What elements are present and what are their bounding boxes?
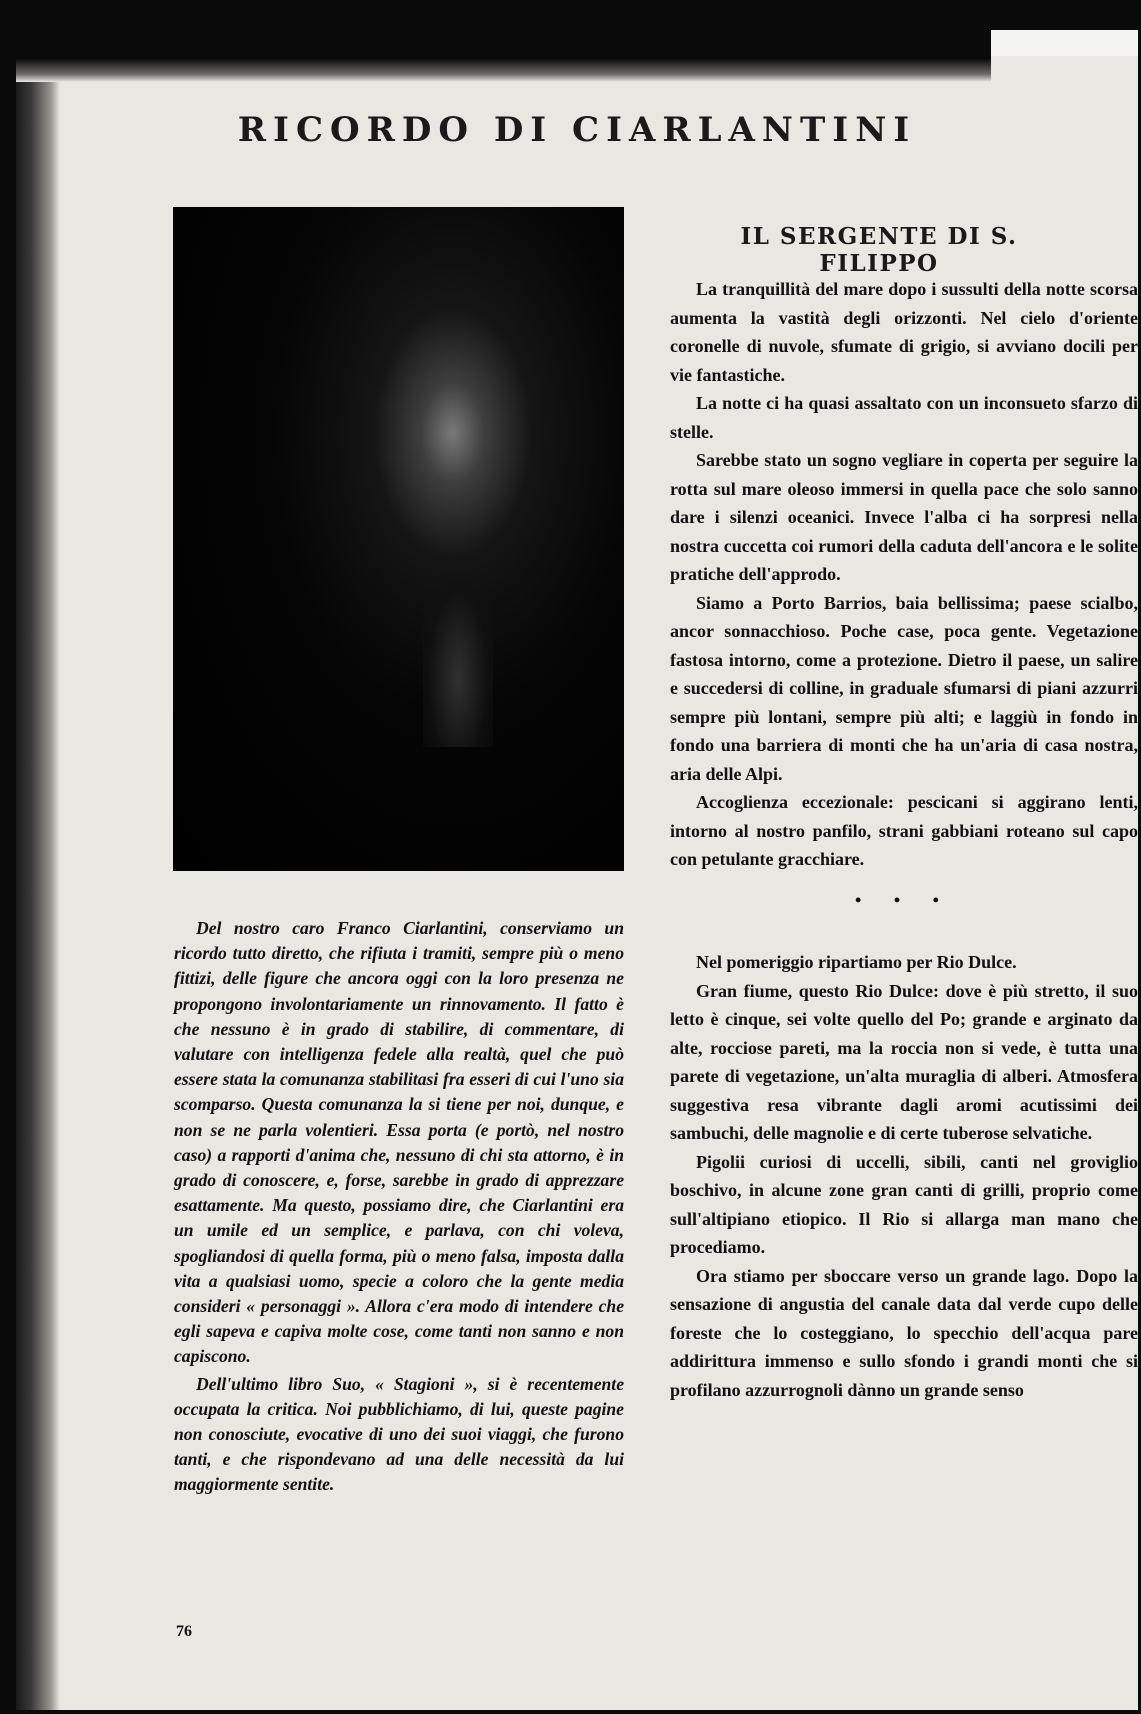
article-paragraph: La tranquillità del mare dopo i sussulti della notte scorsa aumenta la vastità degli orizzonti. Nel cielo d'oriente coronelle di nuvole, sfumate di grigio, si avviano docili per vie fantastiche. [670, 279, 1138, 385]
scan-shadow [16, 30, 991, 82]
intro-paragraph: Dell'ultimo libro Suo, « Stagioni », si è recentemente occupata la critica. Noi pubblichiamo, di lui, queste pagine non conosciute, evocative di uno dei suoi viaggi, che furono tanti, e che rispondevano ad una delle necessità da lui maggiormente sentite. [174, 1373, 624, 1495]
section-separator: • • • [855, 889, 953, 910]
page-number: 76 [176, 1623, 192, 1640]
article-paragraph: Siamo a Porto Barrios, baia bellissima; paese scialbo, ancor sonnacchioso. Poche case, poca gente. Vegetazione fastosa intorno, come a protezione. Dietro il paese, un salire e succedersi di colline, in graduale sfumarsi di piani azzurri sempre più lontani, sempre più alti; e laggiù in fondo in fondo una barriera di monti che ha un'aria di casa nostra, aria delle Alpi. [670, 592, 1138, 784]
scan-corner [991, 30, 1138, 56]
article-paragraph: Nel pomeriggio ripartiamo per Rio Dulce. [696, 952, 1017, 972]
article-paragraph: Ora stiamo per sboccare verso un grande lago. Dopo la sensazione di angustia del canale data dal verde cupo delle foreste che lo costeggiano, lo specchio dell'acqua pare addirittura immenso e sullo sfondo i grandi monti che si profilano azzurrognoli dànno un grande senso [670, 1265, 1138, 1400]
article-paragraph: Sarebbe stato un sogno vegliare in coperta per seguire la rotta sul mare oleoso immersi in quella pace che solo sanno dare i silenzi oceanici. Invece l'alba ci ha sorpresi nella nostra cuccetta coi rumori della caduta dell'ancora e le solite pratiche dell'approdo. [670, 450, 1138, 584]
article-heading: IL SERGENTE DI S. FILIPPO [740, 223, 1018, 277]
article-paragraph: Accoglienza eccezionale: pescicani si aggirano lenti, intorno al nostro panfilo, strani gabbiani roteano sul capo con petulante gracchiare. [670, 792, 1138, 869]
intro-column [174, 916, 624, 1498]
intro-paragraph: Del nostro caro Franco Ciarlantini, conserviamo un ricordo tutto diretto, che rifiuta i tramiti, sempre più o meno fittizi, delle figure che ancora oggi con la loro presenza ne propongono involontariamente un rinnovamento. Il fatto è che nessuno è in grado di stabilire, di commentare, di valutare con intelligenza fedele alla realtà, quel che può essere stata la comunanza stabilitasi fra esseri di cui l'uno sia scomparso. Questa comunanza la si tiene per noi, dunque, e non se ne parla volentieri. Essa porta (e portò, nel nostro caso) a rapporti d'anima che, nessuno di chi sta attorno, è in grado di conoscere, e, forse, sarebbe in grado di apprezzare esattamente. Ma questo, possiamo dire, che Ciarlantini era un umile ed un semplice, e parlava, con chi voleva, spogliandosi di quella forma, più o meno falsa, imposta dalla vita a qualsiasi uomo, specie a coloro che la gente media consideri « personaggi ». Allora c'era modo di intendere che egli sapeva e capiva molte cose, come tanti non sanno e non capiscono. [174, 918, 624, 1367]
article-column [670, 275, 1138, 1404]
article-paragraph: Gran fiume, questo Rio Dulce: dove è più stretto, il suo letto è cinque, sei volte quello del Po; grande e arginato da alte, rocciose pareti, ma la roccia non si vede, è tutta una parete di vegetazione, un'alta muraglia di alberi. Atmosfera suggestiva resa vibrante dagli aromi acutissimi dei sambuchi, delle magnolie e di certe tuberose selvatiche. [670, 980, 1138, 1143]
magazine-page [16, 30, 1138, 1710]
portrait-photo [173, 207, 624, 871]
article-paragraph: La notte ci ha quasi assaltato con un inconsueto sfarzo di stelle. [670, 393, 1138, 442]
page-title: RICORDO DI CIARLANTINI [237, 110, 917, 150]
portrait-figure [423, 577, 493, 747]
article-paragraph: Pigolii curiosi di uccelli, sibili, canti nel groviglio boschivo, in alcune zone gran canti di grilli, proprio come sull'altipiano etiopico. Il Rio si allarga man mano che procediamo. [670, 1151, 1138, 1257]
